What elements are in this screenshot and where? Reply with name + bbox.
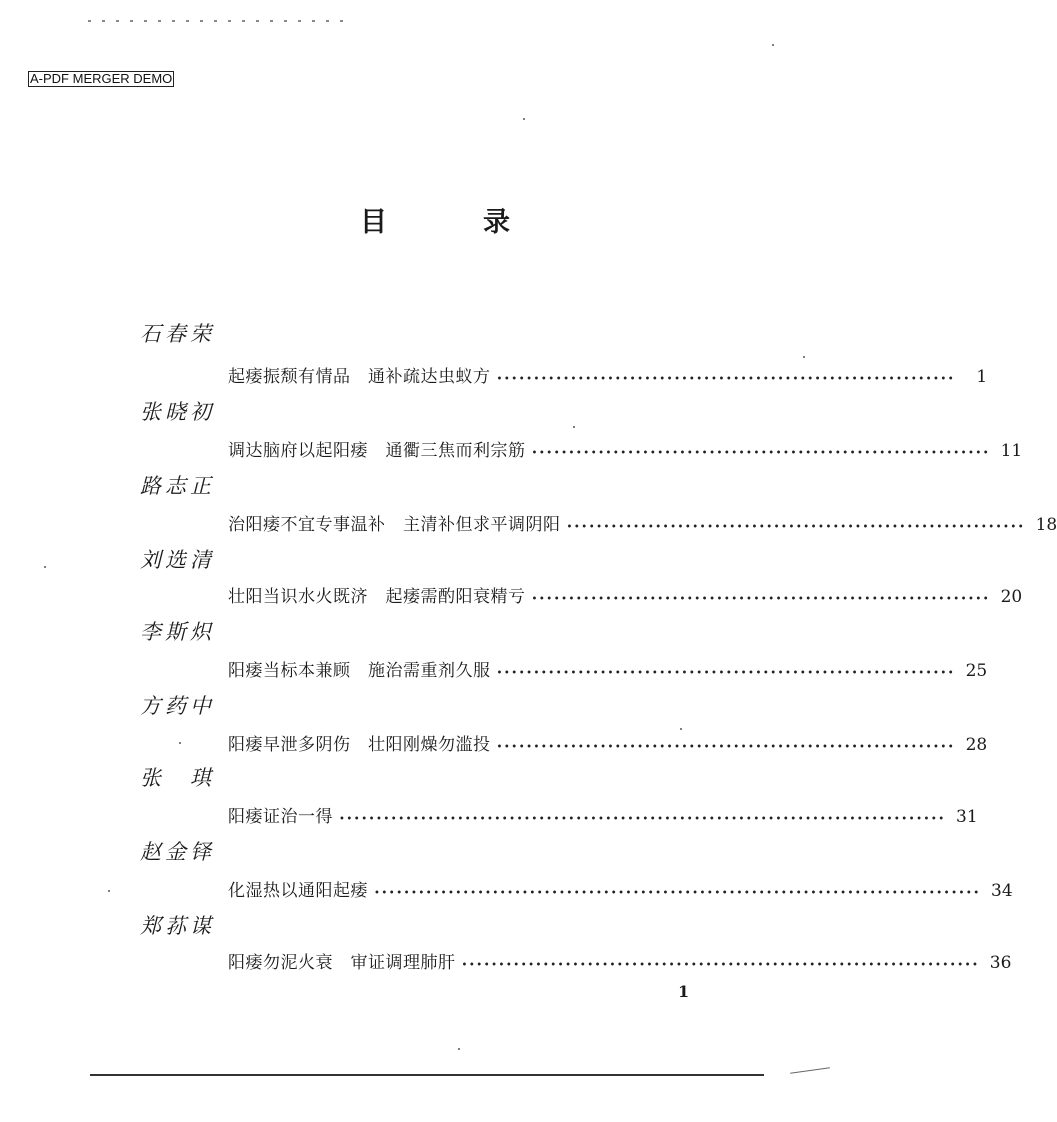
- toc-entry-title: 壮阳当识水火既济 起痿需酌阳衰精亏: [228, 587, 526, 607]
- dot-leader: ••••••••••••••••••••••••••••••••••••••••••••••••••••••••••••••: [496, 374, 956, 385]
- toc-entry[interactable]: [228, 510, 1057, 535]
- dot-leader: ••••••••••••••••••••••••••••••••••••••••••••••••••••••••••••••: [496, 668, 956, 679]
- toc-entry-title: 调达脑府以起阳痿 通衢三焦而利宗筋: [228, 441, 526, 461]
- bottom-rule: [90, 1074, 764, 1076]
- toc-entry[interactable]: [228, 362, 988, 387]
- toc-author: 张 琪: [140, 766, 215, 790]
- scan-speck: [179, 742, 181, 744]
- toc-entry-title: 阳痿当标本兼顾 施治需重剂久服: [228, 661, 491, 681]
- toc-entry-page: 25: [965, 661, 988, 681]
- toc-entry-page: 34: [991, 881, 1013, 901]
- toc-author: 李斯炽: [140, 620, 215, 644]
- toc-author: 郑荪谋: [140, 914, 215, 938]
- toc-entry-title: 起痿振颓有情品 通补疏达虫蚁方: [228, 367, 491, 387]
- scan-speck: [803, 356, 805, 358]
- toc-entry-page: 20: [1000, 587, 1023, 607]
- toc-entry-page: 1: [976, 367, 988, 387]
- toc-author: 方药中: [140, 694, 215, 718]
- toc-entry-page: 31: [956, 807, 978, 827]
- toc-author: 石春荣: [140, 322, 215, 346]
- toc-entry-title: 阳痿早泄多阴伤 壮阳刚燥勿滥投: [228, 735, 491, 755]
- toc-entry[interactable]: [228, 876, 1013, 901]
- title-char-2: 录: [483, 207, 510, 238]
- dot-leader: ••••••••••••••••••••••••••••••••••••••••••••••••••••••••••••••: [566, 522, 1026, 533]
- toc-entry-title: 化湿热以通阳起痿: [228, 881, 368, 901]
- toc-entry-title: 阳痿勿泥火衰 审证调理肺肝: [228, 953, 456, 973]
- toc-entry[interactable]: [228, 730, 988, 755]
- dot-leader: ••••••••••••••••••••••••••••••••••••••••••••••••••••••••••••••: [496, 742, 956, 753]
- scan-speck: [680, 728, 682, 730]
- toc-entry-page: 28: [965, 735, 988, 755]
- toc-entry-title: 阳痿证治一得: [228, 807, 333, 827]
- scan-speck: [458, 1048, 460, 1050]
- toc-author: 张晓初: [140, 400, 215, 424]
- dot-leader: ••••••••••••••••••••••••••••••••••••••••••••••••••••••••••••••••••••••••••••••••••: [374, 888, 981, 899]
- scan-speck: [108, 890, 110, 892]
- page-number: 1: [678, 982, 690, 1001]
- watermark-label: A-PDF MERGER DEMO: [30, 71, 173, 86]
- toc-entry[interactable]: [228, 802, 978, 827]
- scan-speck: [523, 118, 525, 120]
- scan-speck: [772, 44, 774, 46]
- toc-entry-title: 治阳痿不宜专事温补 主清补但求平调阴阳: [228, 515, 561, 535]
- toc-entry-page: 18: [1035, 515, 1057, 535]
- dot-leader: ••••••••••••••••••••••••••••••••••••••••••••••••••••••••••••••••••••••: [461, 960, 980, 971]
- toc-author: 路志正: [140, 474, 215, 498]
- scan-speck: [573, 426, 575, 428]
- toc-entry-page: 36: [989, 953, 1012, 973]
- toc-entry[interactable]: [228, 656, 988, 681]
- dot-leader: ••••••••••••••••••••••••••••••••••••••••••••••••••••••••••••••: [531, 594, 991, 605]
- dot-leader: ••••••••••••••••••••••••••••••••••••••••••••••••••••••••••••••: [531, 448, 991, 459]
- toc-author: 刘选清: [140, 548, 215, 572]
- dot-leader: ••••••••••••••••••••••••••••••••••••••••••••••••••••••••••••••••••••••••••••••••••: [339, 814, 946, 825]
- toc-author: 赵金铎: [140, 840, 215, 864]
- toc-entry[interactable]: [228, 582, 1023, 607]
- title-char-1: 目: [360, 207, 387, 238]
- toc-entry[interactable]: [228, 436, 1023, 461]
- scan-speck: [44, 566, 46, 568]
- toc-entry-page: 11: [1000, 441, 1023, 461]
- toc-entry[interactable]: [228, 948, 1012, 973]
